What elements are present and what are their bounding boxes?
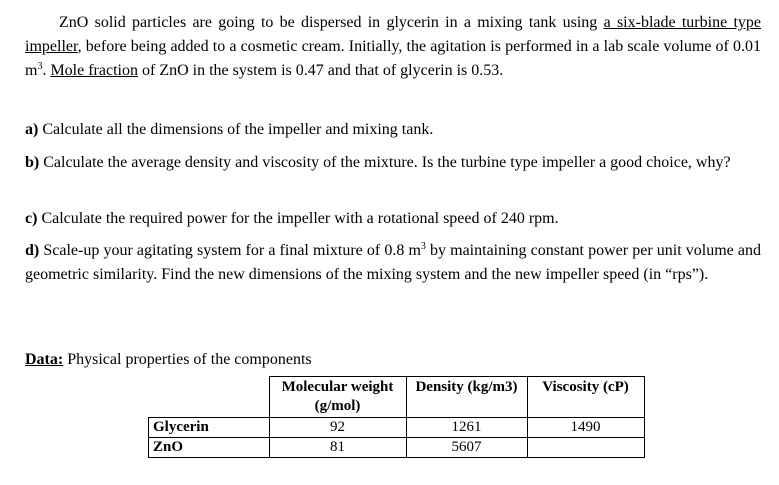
- mole-fraction-text: Mole fraction: [50, 62, 138, 79]
- problem-intro: ZnO solid particles are going to be dispersed in glycerin in a mixing tank using a six-blade turbine type impeller, before being added to a cosmetic cream. Initially, the agitation is performed in a lab scale volume of 0.01 $m^3$. Mole fraction of ZnO in the system is 0.47 and that of glycerin is 0.53.: [25, 14, 761, 79]
- table-header-viscosity: Viscosity (cP): [527, 377, 644, 418]
- table-header-empty: [149, 377, 270, 418]
- density-cell: 5607: [406, 438, 527, 458]
- density-cell: 1261: [406, 418, 527, 438]
- molecular-weight-cell: 81: [269, 438, 406, 458]
- molecular-weight-cell: 92: [269, 418, 406, 438]
- data-caption: Data: Physical properties of the components: [25, 351, 312, 368]
- component-name: ZnO: [149, 438, 270, 458]
- viscosity-cell: 1490: [527, 418, 644, 438]
- properties-table: [148, 376, 645, 458]
- question-c: c) Calculate the required power for the impeller with a rotational speed of 240 rpm.: [25, 210, 559, 227]
- question-a: a) Calculate all the dimensions of the impeller and mixing tank.: [25, 121, 434, 138]
- question-b: b) Calculate the average density and viscosity of the mixture. Is the turbine type impeller a good choice, why?: [25, 154, 731, 171]
- table-row: [149, 418, 645, 438]
- table-header-molecular-weight: Molecular weight (g/mol): [269, 377, 406, 418]
- table-row: [149, 438, 645, 458]
- question-d: d) Scale-up your agitating system for a final mixture of 0.8 $m^3$ by maintaining constant power per unit volume and geometric similarity. Find the new dimensions of the mixing system and the new impeller speed (in “rps”).: [25, 241, 761, 283]
- table-header-row: [149, 377, 645, 418]
- table-header-density: Density (kg/m3): [406, 377, 527, 418]
- component-name: Glycerin: [149, 418, 270, 438]
- impeller-type-text: a six-blade turbine type impeller: [25, 14, 761, 55]
- viscosity-cell: [527, 438, 644, 458]
